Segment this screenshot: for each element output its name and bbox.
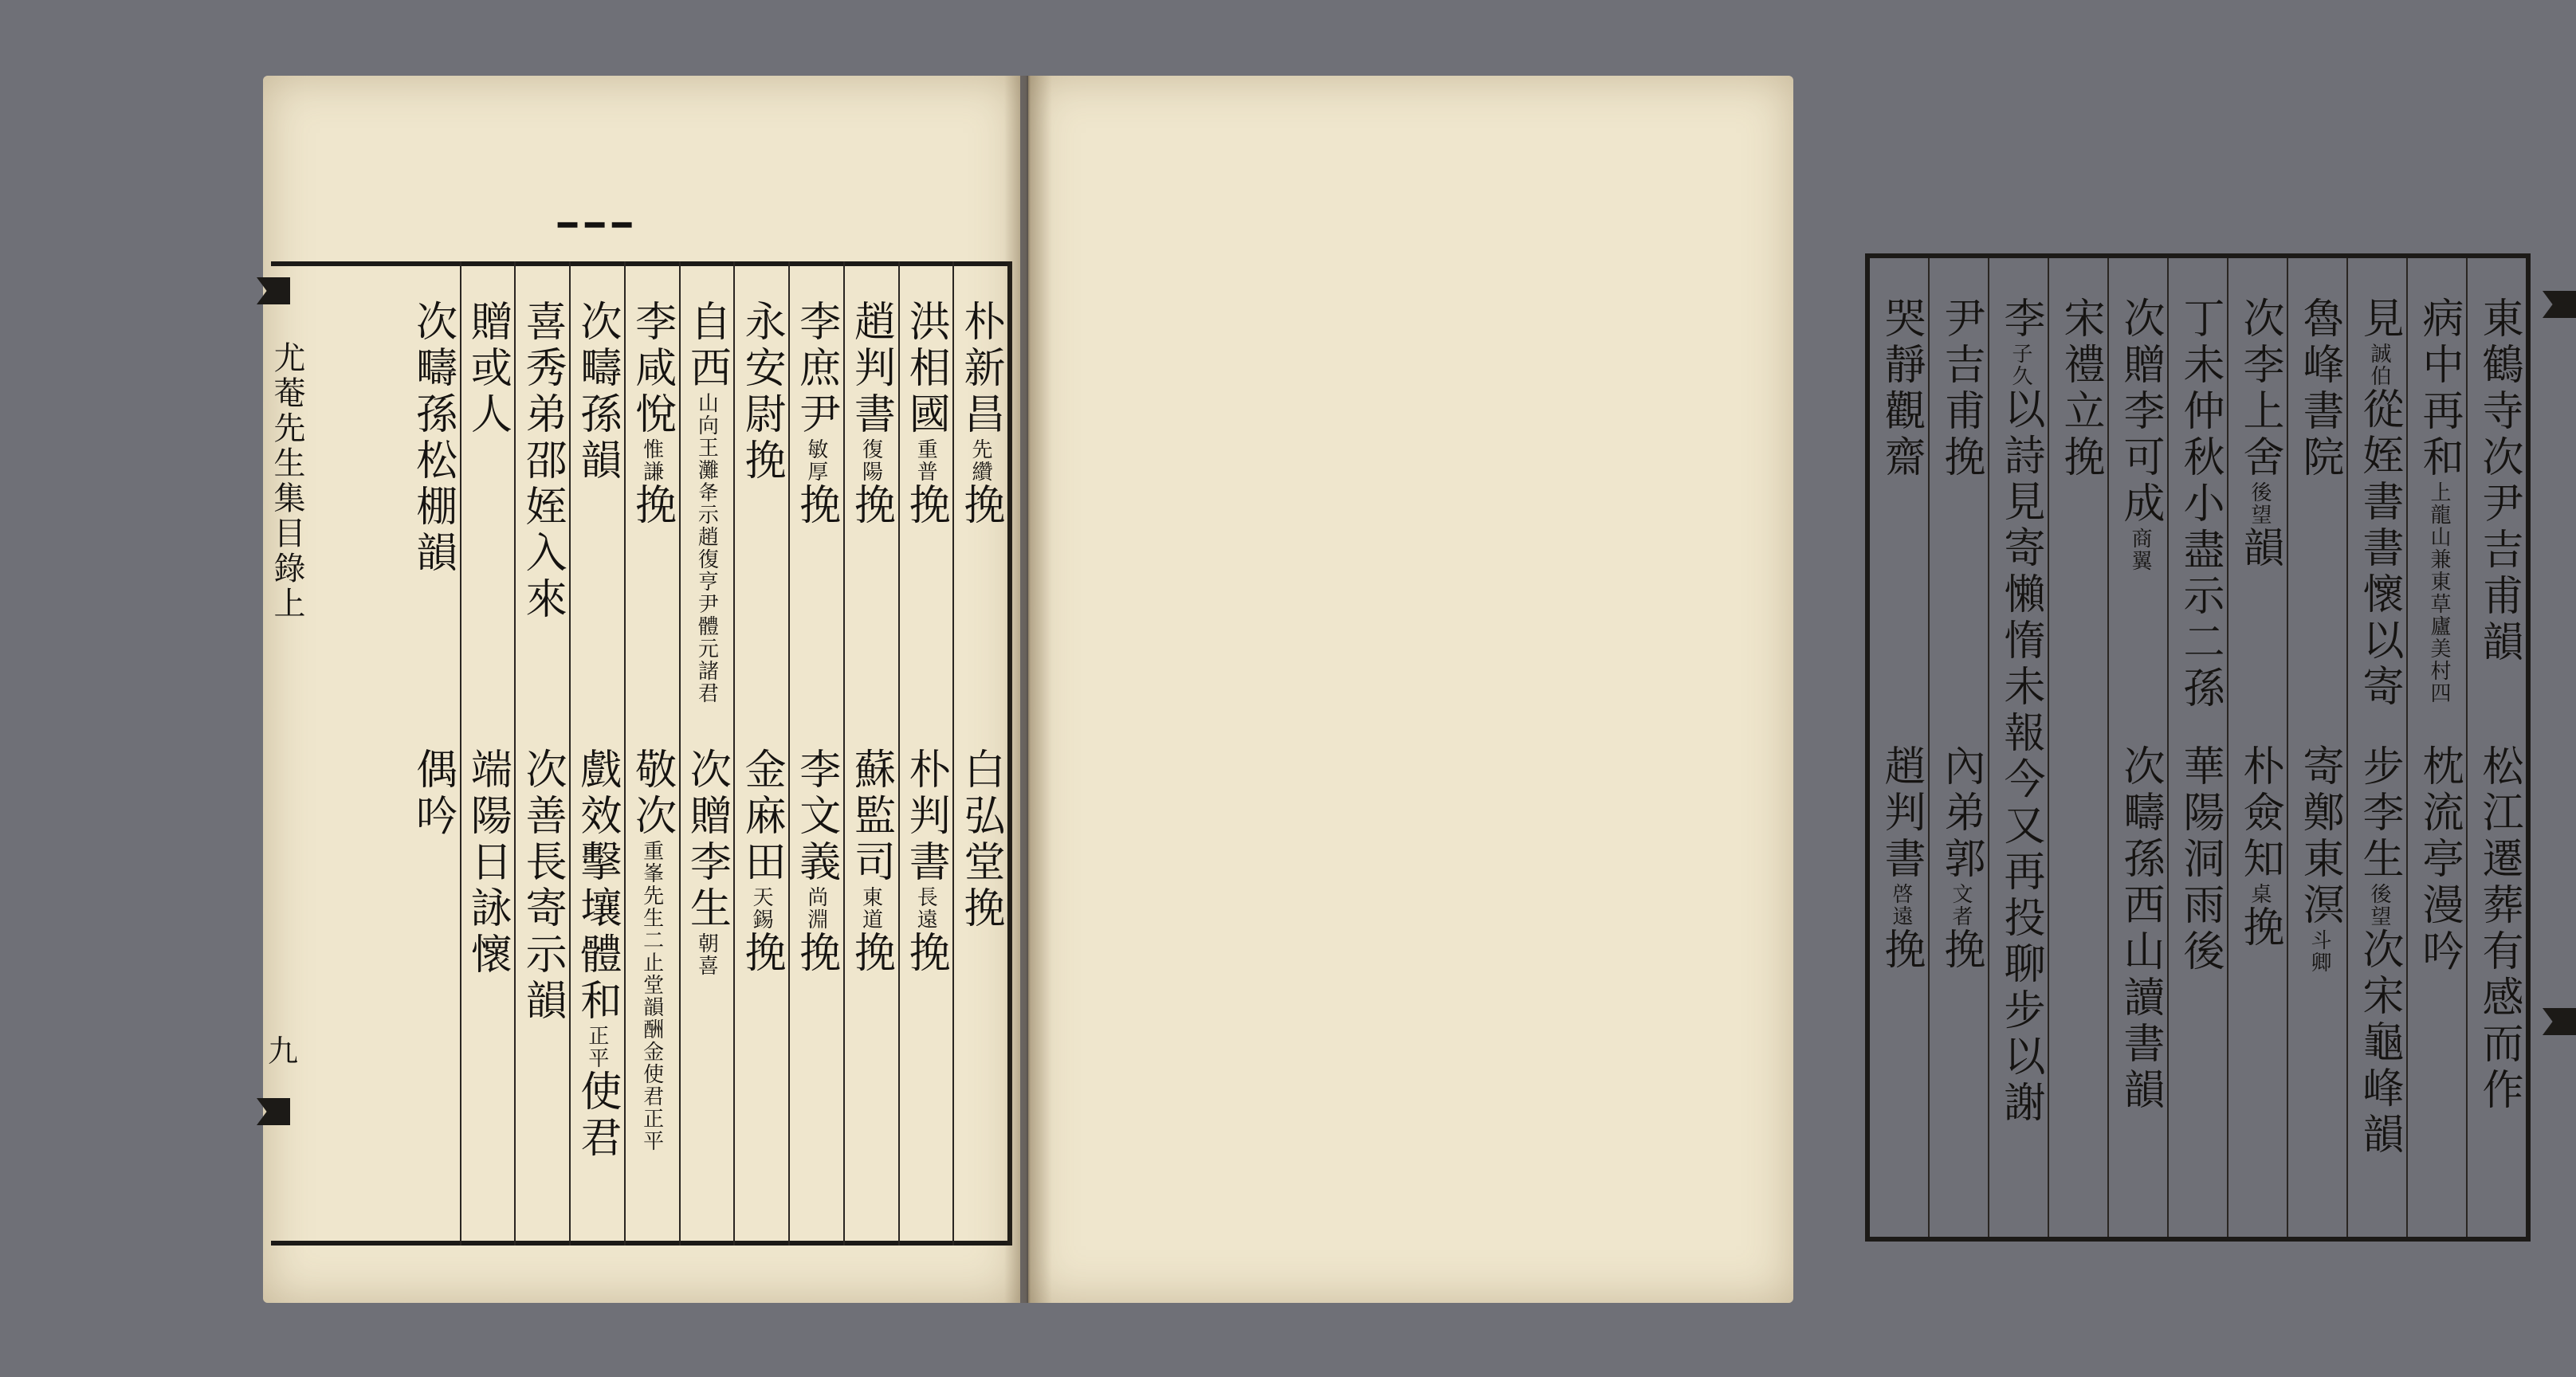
- column-top-entry: [518, 300, 567, 623]
- text-column: [2107, 258, 2167, 1237]
- entry-text: 內弟郭: [1937, 744, 1985, 883]
- text-column: [2406, 258, 2466, 1237]
- column-bottom-entry: [2236, 744, 2283, 951]
- entry-text: 次贈李生: [682, 747, 731, 932]
- column-top-entry: [737, 300, 786, 484]
- entry-annotation: 後望: [2367, 883, 2391, 928]
- column-bottom-entry: [791, 747, 840, 977]
- left-text-frame: [295, 261, 1012, 1246]
- upper-fish-tail-icon: [257, 277, 290, 304]
- entry-annotation: 敏厚: [803, 438, 828, 483]
- right-columns: [1870, 258, 2526, 1237]
- entry-text: 見: [2355, 296, 2403, 343]
- column-bottom-entry: [737, 747, 786, 977]
- text-column: [460, 261, 515, 1246]
- text-column: [1988, 258, 2048, 1237]
- column-top-entry: [682, 300, 731, 704]
- entry-text: 宋禮立挽: [2056, 296, 2104, 481]
- column-top-entry: [2116, 296, 2164, 572]
- column-top-entry: [846, 300, 895, 529]
- entry-text: 李: [1997, 296, 2044, 343]
- entry-annotation: 文者: [1949, 883, 1973, 928]
- column-top-entry: [901, 300, 950, 529]
- entry-text: 挽: [901, 931, 950, 977]
- text-column: [2466, 258, 2526, 1237]
- entry-text: 次疇孫西山讀書韻: [2116, 744, 2164, 1114]
- column-bottom-entry: [846, 747, 895, 977]
- entry-text: 挽: [627, 483, 676, 529]
- column-top-entry: [1997, 296, 2044, 1127]
- entry-text: 哭靜觀齋: [1877, 296, 1925, 481]
- column-top-entry: [463, 300, 512, 438]
- entry-text: 趙判書: [846, 300, 895, 438]
- entry-text: 東鶴寺次尹吉甫韻: [2475, 296, 2523, 666]
- entry-annotation: 尚淵: [803, 886, 828, 931]
- text-column: [1928, 258, 1988, 1237]
- entry-annotation: 山向王灘夅示趙復亨尹體元諸君: [694, 392, 719, 704]
- entry-annotation: 斗卿: [2307, 929, 2331, 974]
- entry-annotation: 上龍山兼東草廬美村四: [2427, 481, 2451, 704]
- lower-fish-tail-icon: [257, 1098, 290, 1125]
- right-page: [1028, 76, 2523, 1303]
- entry-text: 白弘: [956, 747, 1004, 840]
- entry-text: 偶吟: [408, 747, 457, 840]
- entry-text: 步李生: [2355, 744, 2403, 883]
- column-bottom-entry: [463, 747, 512, 979]
- column-top-entry: [408, 300, 457, 577]
- entry-text: 挽: [956, 483, 1004, 529]
- entry-text: 枕流亭漫吟: [2415, 744, 2463, 975]
- text-column: [2287, 258, 2346, 1237]
- column-bottom-entry: [682, 747, 731, 977]
- entry-text: 端陽日詠懷: [463, 747, 512, 979]
- entry-annotation: 復陽: [858, 438, 883, 483]
- entry-text: 次宋龜峰韻: [2355, 928, 2403, 1159]
- text-column: [952, 261, 1007, 1246]
- entry-text: 次李上舍: [2236, 296, 2283, 481]
- entry-text: 尹吉甫挽: [1937, 296, 1985, 481]
- entry-text: 趙判書: [1877, 744, 1925, 883]
- column-top-entry: [627, 300, 676, 529]
- entry-annotation: 天錫: [749, 886, 774, 931]
- column-bottom-entry: [2176, 744, 2224, 975]
- column-top-entry: [2176, 296, 2224, 712]
- entry-text: 次贈李可成: [2116, 296, 2164, 528]
- entry-text: 以詩見寄懶惰未報今又再投聊步以謝: [1997, 387, 2044, 1127]
- entry-text: 永安尉挽: [737, 300, 786, 484]
- entry-text: 朴僉知: [2236, 744, 2283, 883]
- entry-text: 挽: [737, 931, 786, 977]
- column-bottom-entry: [2475, 744, 2523, 1114]
- entry-text: 李庶尹: [791, 300, 840, 438]
- center-fold-strip: [263, 261, 305, 1246]
- page-number: 九: [268, 1034, 299, 1069]
- entry-text: 戲效擊壤體和: [572, 747, 621, 1025]
- text-column: [406, 261, 460, 1246]
- column-bottom-entry: [901, 747, 950, 977]
- entry-text: 贈或人: [463, 300, 512, 438]
- entry-text: 韻: [2236, 526, 2283, 572]
- entry-text: 挽: [846, 483, 895, 529]
- column-top-entry: [1877, 296, 1925, 481]
- header-mark: ━━━: [558, 207, 640, 244]
- text-column: [898, 261, 953, 1246]
- text-column: [624, 261, 679, 1246]
- right-lower-fish-tail-icon: [2543, 1008, 2576, 1035]
- entry-text: 華陽洞雨後: [2176, 744, 2224, 975]
- text-column: [569, 261, 624, 1246]
- text-column: [1870, 258, 1928, 1237]
- entry-text: 堂挽: [956, 840, 1004, 932]
- entry-text: 挽: [846, 931, 895, 977]
- column-bottom-entry: [627, 747, 676, 1152]
- column-top-entry: [791, 300, 840, 529]
- entry-text: 病中再和: [2415, 296, 2463, 481]
- text-column: [843, 261, 898, 1246]
- text-column: [2167, 258, 2227, 1237]
- entry-text: 挽: [1877, 928, 1925, 974]
- column-top-entry: [2415, 296, 2463, 704]
- entry-text: 李文義: [791, 747, 840, 886]
- column-top-entry: [956, 300, 1004, 529]
- entry-text: 魯峰書院: [2295, 296, 2343, 481]
- entry-annotation: 子久: [2009, 343, 2032, 387]
- entry-annotation: 重峯先生二止堂韻酬金使君正平: [639, 840, 664, 1152]
- entry-annotation: 後望: [2248, 481, 2272, 526]
- column-top-entry: [572, 300, 621, 484]
- entry-text: 挽: [901, 483, 950, 529]
- entry-text: 丁未仲秋小盡示二孫: [2176, 296, 2224, 712]
- text-column: [733, 261, 788, 1246]
- entry-text: 次疇孫松棚韻: [408, 300, 457, 577]
- entry-text: 朴新昌: [956, 300, 1004, 438]
- column-top-entry: [2236, 296, 2283, 572]
- entry-text: 朴判書: [901, 747, 950, 886]
- entry-annotation: 桌: [2248, 883, 2272, 905]
- entry-text: 喜秀弟邵姪入來: [518, 300, 567, 623]
- entry-text: 挽: [791, 483, 840, 529]
- column-top-entry: [2056, 296, 2104, 481]
- text-column: [2346, 258, 2406, 1237]
- entry-text: 使君: [572, 1069, 621, 1162]
- column-bottom-entry: [2355, 744, 2403, 1159]
- entry-text: 次善長寄示韻: [518, 747, 567, 1025]
- open-book: [263, 76, 2523, 1303]
- right-text-frame: [1865, 253, 2531, 1242]
- entry-annotation: 正平: [584, 1025, 609, 1069]
- column-bottom-entry: [572, 747, 621, 1162]
- right-upper-fish-tail-icon: [2543, 291, 2576, 318]
- entry-annotation: 誠伯: [2367, 343, 2391, 387]
- text-column: [2048, 258, 2107, 1237]
- entry-text: 挽: [1937, 928, 1985, 974]
- entry-annotation: 東道: [858, 886, 883, 931]
- entry-text: 金麻田: [737, 747, 786, 886]
- text-column: [514, 261, 569, 1246]
- entry-text: 寄鄭東溟: [2295, 744, 2343, 929]
- column-bottom-entry: [2415, 744, 2463, 975]
- left-page: [263, 76, 1020, 1303]
- column-bottom-entry: [2295, 744, 2343, 974]
- column-top-entry: [2355, 296, 2403, 711]
- column-bottom-entry: [956, 747, 1004, 932]
- entry-text: 松江遷葬有感而作: [2475, 744, 2523, 1114]
- entry-text: 挽: [791, 931, 840, 977]
- entry-text: 從姪書書懷以寄: [2355, 387, 2403, 711]
- entry-annotation: 啓遠: [1889, 883, 1913, 928]
- column-top-entry: [1937, 296, 1985, 481]
- entry-annotation: 惟謙: [639, 438, 664, 483]
- left-columns: [406, 261, 1007, 1246]
- column-bottom-entry: [1937, 744, 1985, 974]
- text-column: [788, 261, 843, 1246]
- entry-annotation: 重普: [913, 438, 938, 483]
- entry-annotation: 長遠: [913, 886, 938, 931]
- entry-text: 李咸悅: [627, 300, 676, 438]
- text-column: [2227, 258, 2287, 1237]
- column-top-entry: [2295, 296, 2343, 481]
- entry-text: 蘇監司: [846, 747, 895, 886]
- column-top-entry: [2475, 296, 2523, 666]
- entry-text: 洪相國: [901, 300, 950, 438]
- entry-annotation: 朝喜: [694, 932, 719, 977]
- entry-text: 自西: [682, 300, 731, 392]
- book-gutter: [1004, 76, 1052, 1303]
- column-bottom-entry: [518, 747, 567, 1025]
- text-column: [679, 261, 734, 1246]
- entry-text: 敬次: [627, 747, 676, 840]
- entry-text: 挽: [2236, 905, 2283, 951]
- column-bottom-entry: [408, 747, 457, 840]
- entry-annotation: 商翼: [2128, 528, 2152, 572]
- center-title: 尤菴先生集目錄上: [269, 341, 305, 622]
- entry-text: 次疇孫韻: [572, 300, 621, 484]
- column-bottom-entry: [1877, 744, 1925, 974]
- entry-annotation: 先纘: [968, 438, 992, 483]
- column-bottom-entry: [2116, 744, 2164, 1114]
